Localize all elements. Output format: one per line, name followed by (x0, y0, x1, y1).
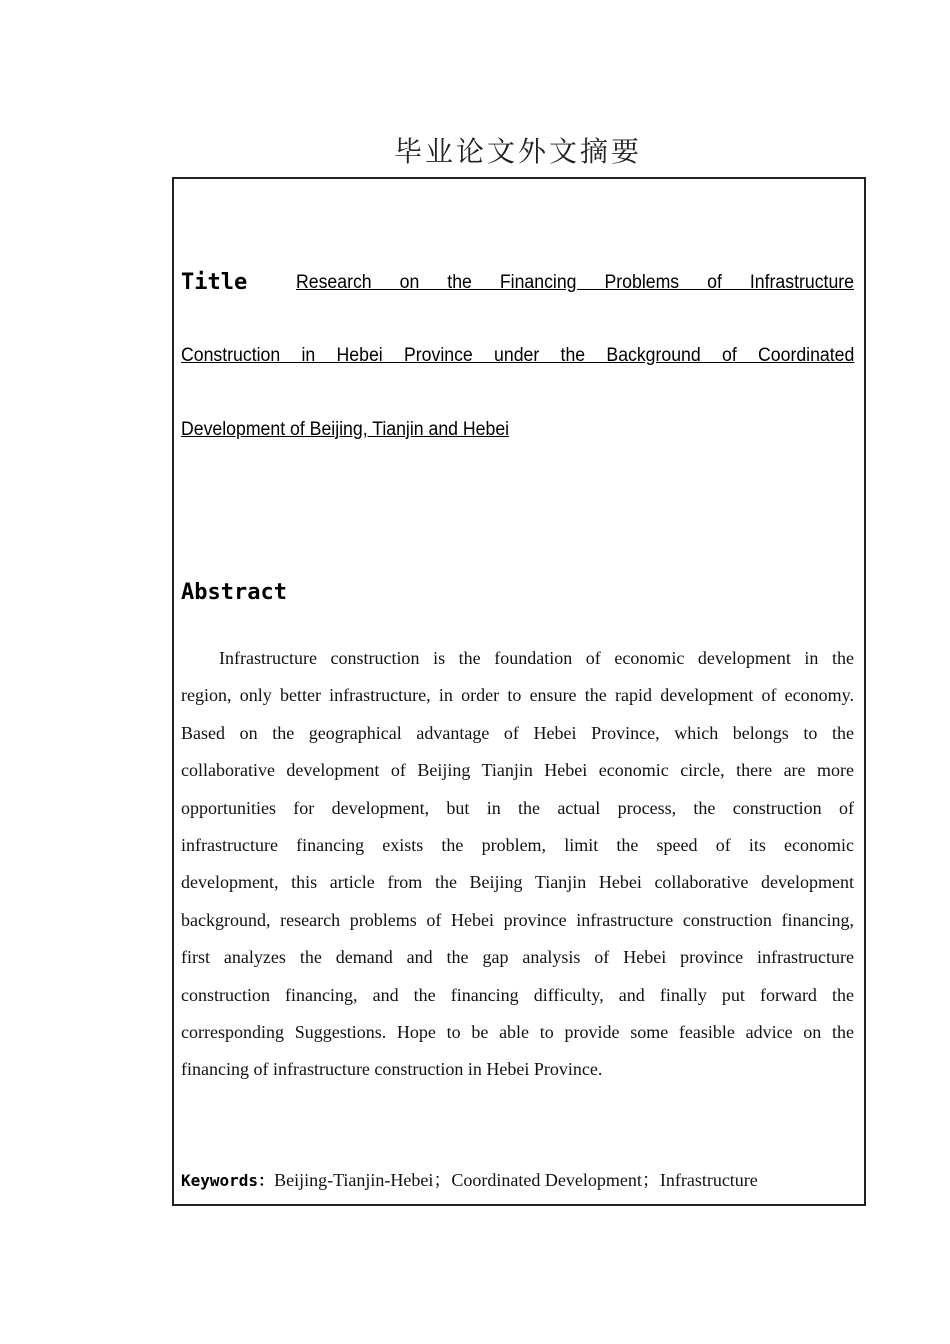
title-line-3: Development of Beijing, Tianjin and Hebei (181, 419, 510, 440)
abstract-line: opportunities for development, but in the actual process, the construction of (181, 797, 854, 818)
abstract-line: Infrastructure construction is the foundation of economic development in the (219, 648, 854, 668)
keywords-row (181, 1166, 854, 1192)
abstract-line: first analyzes the demand and the gap analysis of Hebei province infrastructure (181, 947, 854, 968)
abstract-label: Abstract (181, 580, 287, 605)
keywords-value: Beijing-Tianjin-Hebei；Coordinated Development；Infrastructure (274, 1170, 758, 1190)
abstract-line: collaborative development of Beijing Tianjin Hebei economic circle, there are more (181, 760, 854, 781)
abstract-line: construction financing, and the financing difficulty, and finally put forward the (181, 984, 854, 1005)
page-heading: 毕业论文外文摘要 (393, 135, 642, 168)
title-line-2: Construction in Hebei Province under the Background of Coordinated (181, 345, 855, 366)
abstract-line: financing of infrastructure construction in Hebei Province. (181, 1059, 603, 1080)
keywords-label: Keywords： (181, 1171, 275, 1190)
abstract-line: infrastructure financing exists the problem, limit the speed of its economic (181, 835, 854, 855)
title-label: Title (181, 270, 248, 295)
abstract-line: Based on the geographical advantage of Hebei Province, which belongs to the (181, 722, 854, 743)
abstract-line: background, research problems of Hebei province infrastructure construction financing, (181, 909, 854, 930)
abstract-line: region, only better infrastructure, in order to ensure the rapid development of economy. (181, 685, 854, 706)
title-line-1: Research on the Financing Problems of Infrastructure (296, 272, 854, 293)
abstract-line: development, this article from the Beijing Tianjin Hebei collaborative development (181, 872, 854, 893)
abstract-line: corresponding Suggestions. Hope to be able to provide some feasible advice on the (181, 1022, 854, 1042)
